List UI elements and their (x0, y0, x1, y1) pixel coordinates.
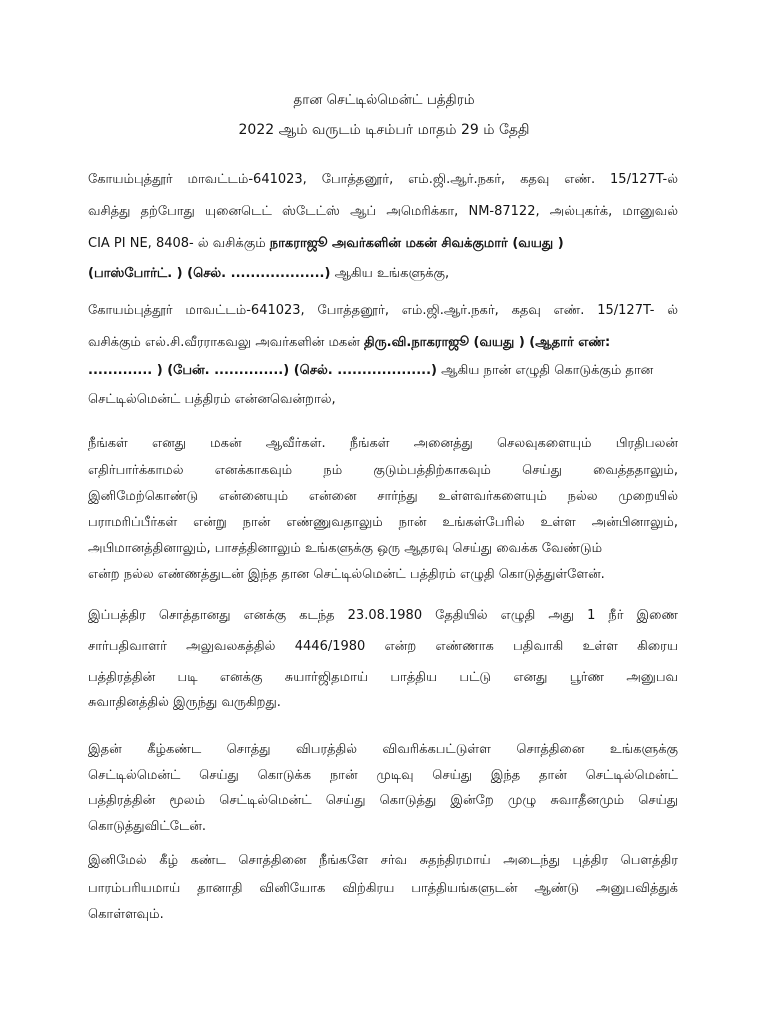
document-date-line: 2022 ஆம் வருடம் டிசம்பர் மாதம் 29 ம் தேதி (238, 122, 530, 138)
p3-line-6: என்ற நல்ல எண்ணத்துடன் இந்த தான செட்டில்மென்ட் பத்திரம் எழுதி கொடுத்துள்ளேன். (88, 567, 605, 582)
p6-line-2: பாரம்பரியமாய் தானாதி வினியோக விற்கிரய பாத்தியங்களுடன் ஆண்டு அனுபவித்துக் (88, 881, 678, 896)
p2-line-3 (88, 362, 678, 380)
p4-line-1: இப்பத்திர சொத்தானது எனக்கு கடந்த 23.08.1980 தேதியில் எழுதி அது 1 நீர் இணை (88, 608, 678, 623)
p3-line-1: நீங்கள் எனது மகன் ஆவீர்கள். நீங்கள் அனைத்து செலவுகளையும் பிரதிபலன் (88, 436, 678, 451)
p3-line-5: அபிமானத்தினாலும், பாசத்தினாலும் உங்களுக்கு ஒரு ஆதரவு செய்து வைக்க வேண்டும் (88, 541, 603, 556)
p5-line-1: இதன் கீழ்கண்ட சொத்து விபரத்தில் விவரிக்கபட்டுள்ள சொத்தினை உங்களுக்கு (88, 742, 678, 757)
p3-line-3: இனிமேற்கொண்டு என்னையும் என்னை சார்ந்து உள்ளவர்களையும் நல்ல முறையில் (88, 489, 678, 504)
p3-line-4: பராமரிப்பீர்கள் என்று நான் எண்ணுவதாலும் நான் உங்கள்பேரில் உள்ள அன்பினாலும், (88, 515, 678, 530)
p1-line-3 (88, 235, 678, 253)
p1-line-3-text: CIA PI NE, 8408- ல் வசிக்கும் (88, 236, 270, 251)
p5-line-3: பத்திரத்தின் மூலம் செட்டில்மென்ட் செய்து கொடுத்து இன்றே முழு சுவாதீனமும் செய்து (88, 793, 678, 808)
p1-line-4-bold: (பாஸ்போர்ட். ) (செல். ...................) (88, 266, 331, 281)
p4-line-3: பத்திரத்தின் படி எனக்கு சுயார்ஜிதமாய் பாத்திய பட்டு எனது பூர்ண அனுபவ (88, 670, 678, 685)
p2-line-4: செட்டில்மென்ட் பத்திரம் என்னவென்றால், (88, 392, 336, 407)
p3-line-2: எதிர்பார்க்காமல் எனக்காகவும் நம் குடும்பத்திற்காகவும் செய்து வைத்ததாலும், (88, 463, 678, 478)
p1-line-1: கோயம்புத்தூர் மாவட்டம்-641023, போத்தனூர், எம்.ஜி.ஆர்.நகர், கதவு எண். 15/127T-ல் (88, 172, 678, 187)
document-title: தான செட்டில்மென்ட் பத்திரம் (293, 92, 475, 108)
p2-line-2 (88, 334, 678, 352)
p1-line-2: வசித்து தற்போது யுனைடெட் ஸ்டேட்ஸ் ஆப் அமெரிக்கா, NM-87122, அல்புகர்க், மானுவல் (88, 204, 678, 219)
p6-line-1: இனிமேல் கீழ் கண்ட சொத்தினை நீங்களே சர்வ சுதந்திரமாய் அடைந்து புத்திர பௌத்திர (88, 853, 678, 868)
p6-line-3: கொள்ளவும். (88, 907, 164, 922)
p2-line-2-text: வசிக்கும் எல்.சி.வீரராகவலு அவர்களின் மகன் (88, 335, 364, 350)
p4-line-2: சார்பதிவாளர் அலுவலகத்தில் 4446/1980 என்ற எண்ணாக பதிவாகி உள்ள கிரைய (88, 639, 678, 654)
p5-line-4: கொடுத்துவிட்டேன். (88, 819, 207, 834)
p2-line-2-bold: திரு.வி.நாகராஜூ (வயது ) (ஆதார் எண்: (363, 335, 611, 350)
p2-line-3-text: ஆகிய நான் எழுதி கொடுக்கும் தான (437, 363, 654, 378)
p1-line-4-text: ஆகிய உங்களுக்கு, (330, 266, 450, 281)
p1-line-3-bold: நாகராஜூ அவர்களின் மகன் சிவக்குமார் (வயது ) (269, 236, 564, 251)
p1-line-4 (88, 265, 678, 283)
p2-line-3-bold: ............. ) (பேன். ..............) (செல். ...................) (88, 363, 438, 378)
p5-line-2: செட்டில்மென்ட் செய்து கொடுக்க நான் முடிவு செய்து இந்த தான் செட்டில்மென்ட் (88, 768, 678, 783)
p2-line-1: கோயம்புத்தூர் மாவட்டம்-641023, போத்தனூர், எம்.ஜி.ஆர்.நகர், கதவு எண். 15/127T- ல் (88, 303, 678, 318)
p4-line-4: சுவாதினத்தில் இருந்து வருகிறது. (88, 695, 281, 710)
